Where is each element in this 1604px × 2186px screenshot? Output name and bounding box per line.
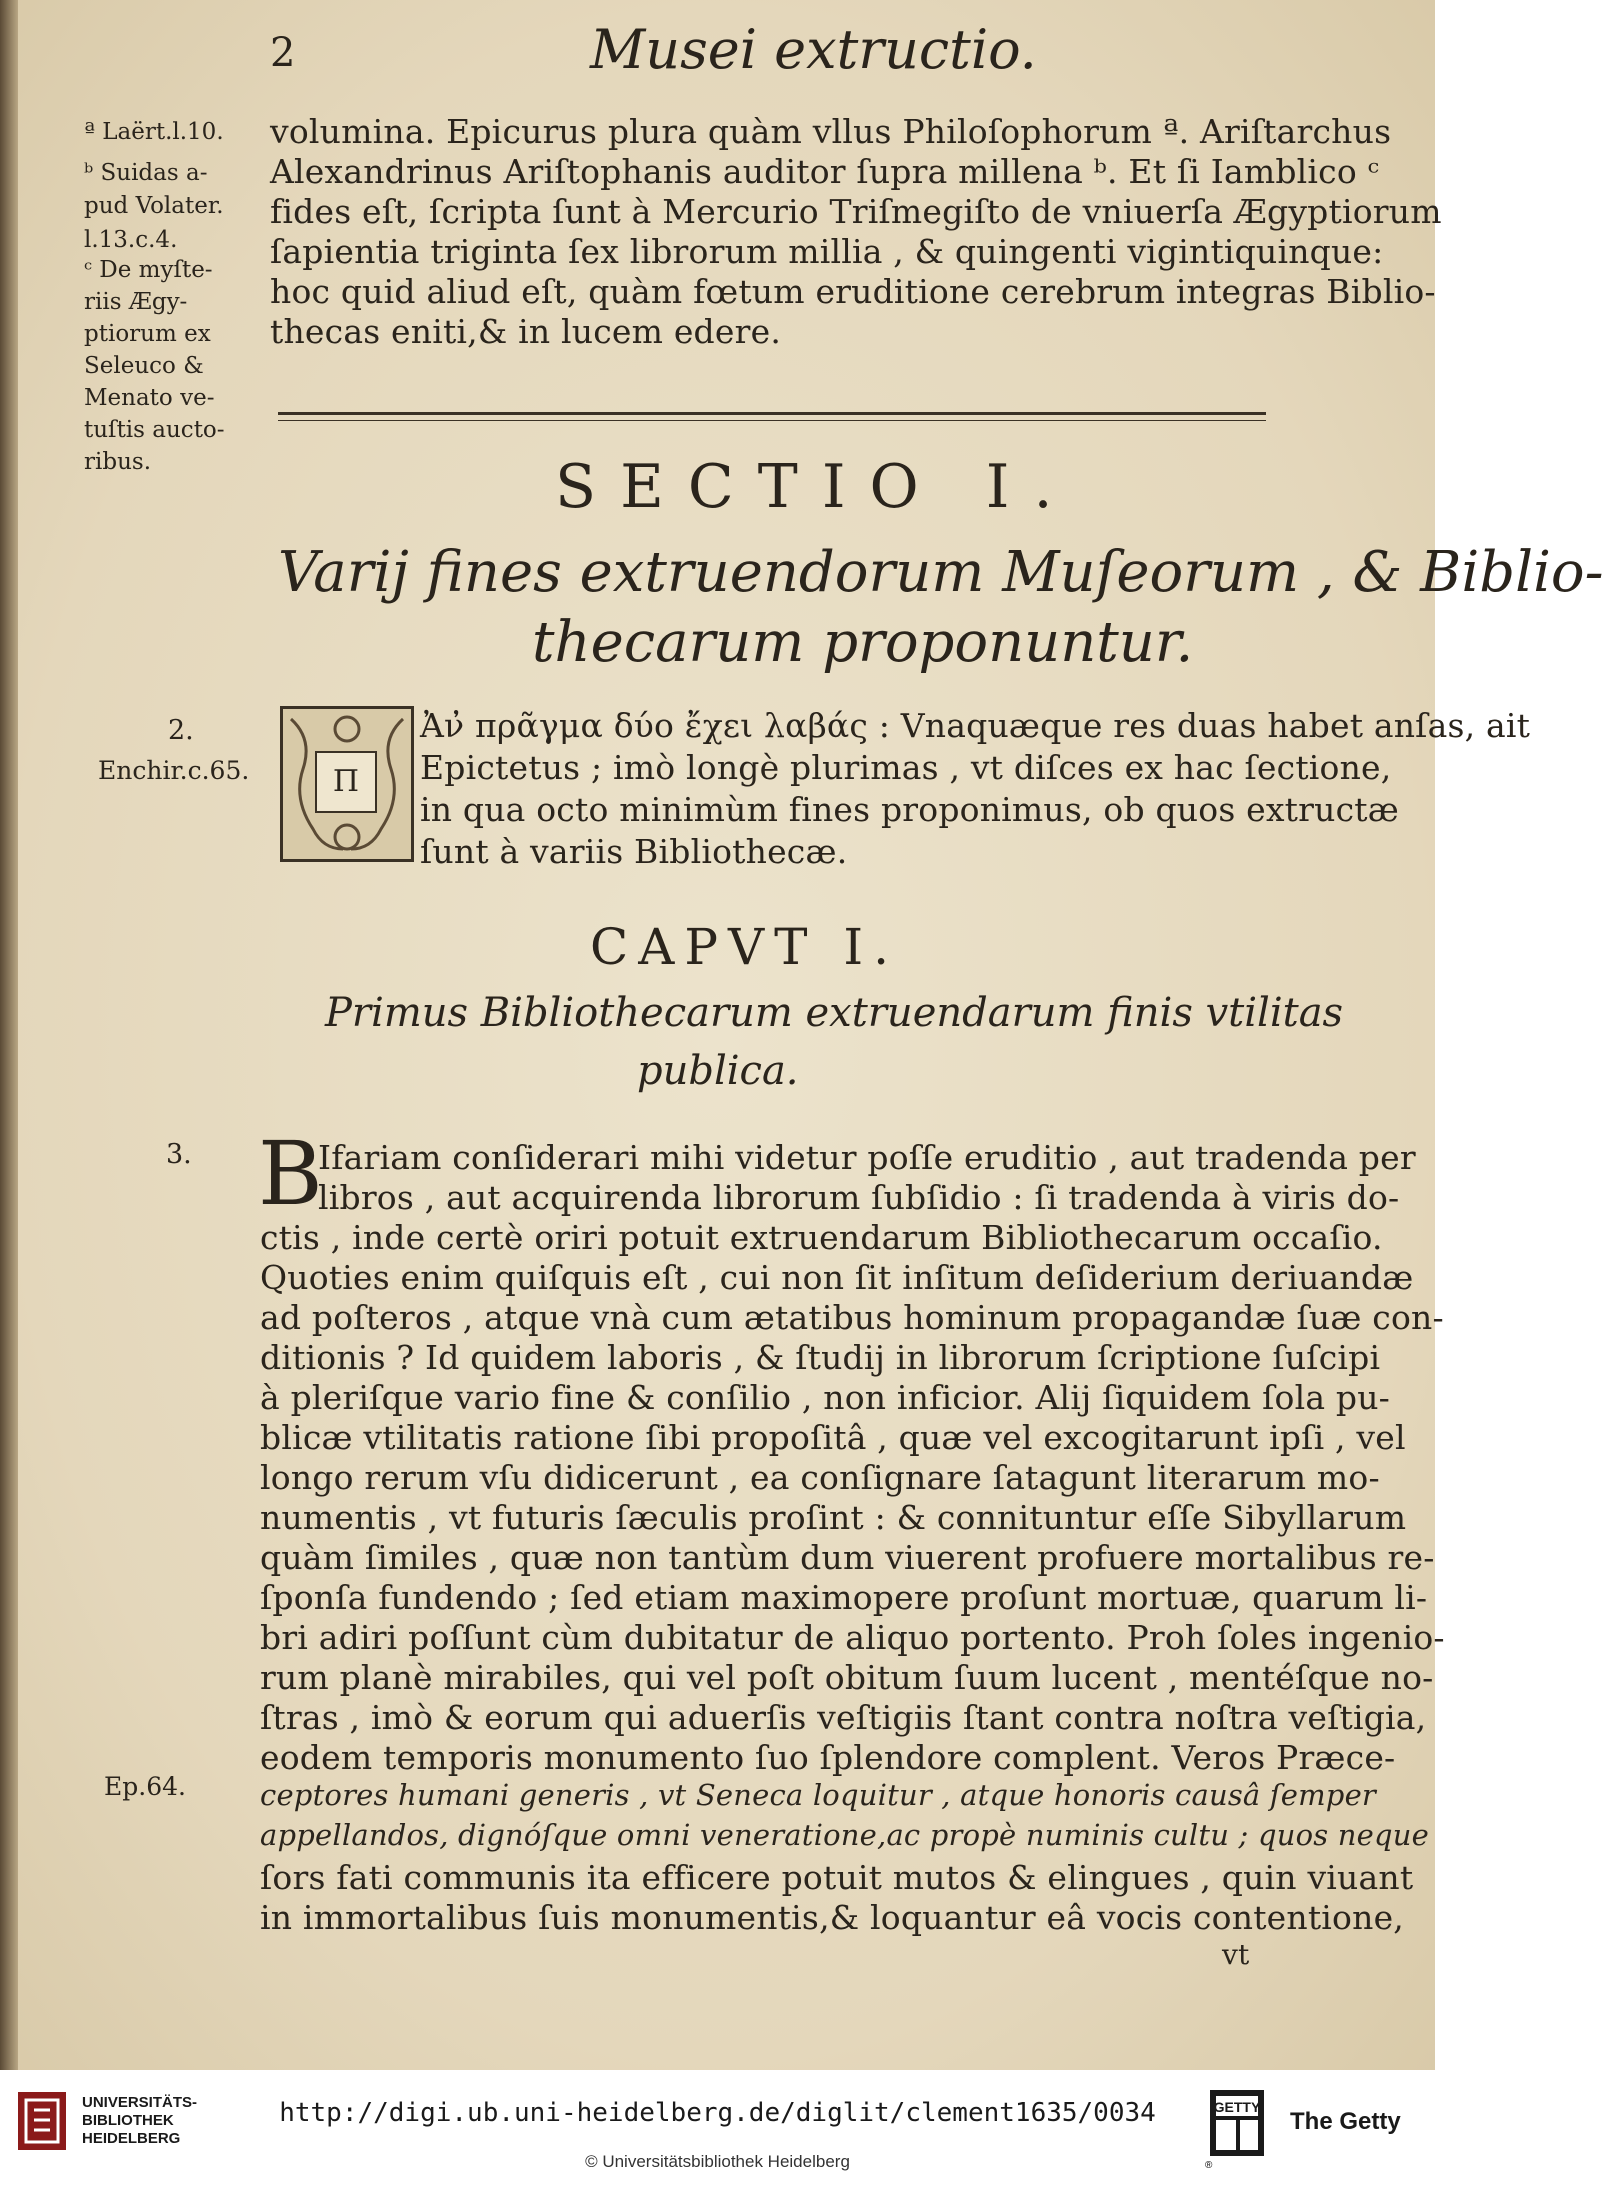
registered-mark: ®: [1205, 2160, 1213, 2171]
margin-note: Menato ve-: [84, 385, 215, 411]
paragraph-line: appellandos, dignóſque omni veneratione,ac propè numinis cultu ; quos neque: [260, 1818, 1429, 1852]
margin-note: ᶜ De myſte-: [84, 257, 213, 283]
margin-note: riis Ægy-: [84, 289, 188, 315]
paragraph-line: libros , aut acquirenda librorum ſubſidio : ſi tradenda à viris do-: [318, 1178, 1400, 1217]
paragraph-line: eodem temporis monumento ſuo ſplendore complent. Veros Præce-: [260, 1738, 1396, 1777]
paragraph-line: ad poſteros , atque vnà cum ætatibus hominum propagandæ ſuæ con-: [260, 1298, 1444, 1337]
copyright-notice: © Universitätsbibliothek Heidelberg: [585, 2152, 850, 2171]
page-number: 2: [270, 30, 296, 76]
section-divider-rule-thin: [278, 420, 1266, 421]
permalink-url[interactable]: http://digi.ub.uni-heidelberg.de/diglit/clement1635/0034: [279, 2098, 1156, 2128]
paragraph-line: ſors fati communis ita efficere potuit mutos & elingues , quin viuant: [260, 1858, 1414, 1897]
paragraph-line: ctis , inde certè oriri potuit extruendarum Bibliothecarum occaſio.: [260, 1218, 1383, 1257]
chapter-heading: CAPVT I.: [590, 918, 900, 976]
paragraph-line: rum planè mirabiles, qui vel poſt obitum ſuum lucent , mentéſque no-: [260, 1658, 1434, 1697]
paragraph-line: quàm ſimiles , quæ non tantùm dum viuerent profuere mortalibus re-: [260, 1538, 1435, 1577]
section-divider-rule: [278, 412, 1266, 415]
margin-note: ª Laërt.l.10.: [84, 119, 224, 145]
paragraph-number: 3.: [166, 1139, 192, 1170]
getty-logo-lettering: GETTY: [1213, 2099, 1261, 2115]
decorated-initial: [280, 706, 414, 862]
margin-note: pud Volater.: [84, 193, 224, 219]
paragraph-line: Epictetus ; imò longè plurimas , vt diſces ex hac ſectione,: [420, 748, 1392, 787]
paragraph-line: ſunt à variis Bibliothecæ.: [420, 832, 848, 871]
initial-letter: Π: [315, 751, 377, 813]
intro-line: thecas eniti,& in lucem edere.: [270, 312, 782, 351]
chapter-subtitle: Primus Bibliothecarum extruendarum finis vtilitas: [325, 990, 1344, 1036]
paragraph-line: longo rerum vſu didicerunt , ea conſignare ſatagunt literarum mo-: [260, 1458, 1380, 1497]
catchword: vt: [1222, 1938, 1250, 1971]
institution-line: UNIVERSITÄTS-: [82, 2094, 198, 2111]
margin-note: Seleuco &: [84, 353, 204, 379]
partner-name: The Getty: [1290, 2108, 1401, 2135]
running-title: Musei extructio.: [590, 18, 1037, 81]
running-header: [270, 18, 1280, 90]
chapter-subtitle: publica.: [637, 1048, 799, 1094]
paragraph-line: numentis , vt futuris ſæculis proſint : & connituntur eſſe Sibyllarum: [260, 1498, 1407, 1537]
paragraph-line: ſponſa fundendo ; ſed etiam maximopere proſunt mortuæ, quarum li-: [260, 1578, 1428, 1617]
paragraph-line: Ifariam conſiderari mihi videtur poſſe eruditio , aut tradenda per: [318, 1138, 1416, 1177]
intro-line: ſapientia triginta ſex librorum millia , & quingenti vigintiquinque:: [270, 232, 1384, 271]
book-gutter: [0, 0, 18, 2070]
paragraph-number: 2.: [168, 715, 194, 746]
margin-note: ptiorum ex: [84, 321, 211, 347]
intro-line: Alexandrinus Ariſtophanis auditor ſupra millena ᵇ. Et ſi Iamblico ᶜ: [270, 152, 1380, 191]
margin-note: Enchir.c.65.: [98, 756, 250, 785]
paragraph-line: Ἀν̓ πρᾶγμα δύο ἔχει λαβάς : Vnaquæque res duas habet anſas, ait: [420, 706, 1531, 745]
section-subtitle: Varij fines extruendorum Muſeorum , & Biblio-: [278, 540, 1604, 605]
paragraph-line: ſtras , imò & eorum qui aduerſis veſtigiis ſtant contra noſtra veſtigia,: [260, 1698, 1427, 1737]
paragraph-line: ceptores humani generis , vt Seneca loquitur , atque honoris causâ ſemper: [260, 1778, 1376, 1812]
paragraph-line: in qua octo minimùm fines proponimus, ob quos extructæ: [420, 790, 1399, 829]
section-heading: SECTIO I.: [555, 452, 1077, 522]
paragraph-line: blicæ vtilitatis ratione ſibi propoſitâ , quæ vel excogitarunt ipſi , vel: [260, 1418, 1406, 1457]
margin-note: Ep.64.: [104, 1772, 186, 1801]
margin-note: ᵇ Suidas a-: [84, 160, 208, 186]
margin-note: ribus.: [84, 449, 152, 475]
section-subtitle: thecarum proponuntur.: [532, 610, 1194, 675]
margin-note: l.13.c.4.: [84, 227, 178, 253]
intro-line: volumina. Epicurus plura quàm vllus Philoſophorum ª. Ariſtarchus: [270, 112, 1392, 151]
paragraph-line: à pleriſque vario fine & conſilio , non inficior. Alij ſiquidem ſola pu-: [260, 1378, 1391, 1417]
institution-line: HEIDELBERG: [82, 2130, 181, 2147]
paragraph-line: in immortalibus ſuis monumentis,& loquantur eâ vocis contentione,: [260, 1898, 1404, 1937]
getty-logo-icon: [1210, 2090, 1264, 2156]
paragraph-line: ditionis ? Id quidem laboris , & ſtudij in librorum ſcriptione ſuſcipi: [260, 1338, 1381, 1377]
intro-line: fides eſt, ſcripta ſunt à Mercurio Triſmegiſto de vniuerſa Ægyptiorum: [270, 192, 1442, 231]
initial-letter: B: [258, 1122, 323, 1225]
intro-line: hoc quid aliud eſt, quàm fœtum eruditione cerebrum integras Biblio-: [270, 272, 1436, 311]
paragraph-line: bri adiri poſſunt cùm dubitatur de aliquo portento. Proh ſoles ingenio-: [260, 1618, 1445, 1657]
paragraph-line: Quoties enim quiſquis eſt , cui non ſit inſitum deſiderium deriuandæ: [260, 1258, 1414, 1297]
margin-note: tuſtis aucto-: [84, 417, 225, 443]
institution-line: BIBLIOTHEK: [82, 2112, 174, 2129]
